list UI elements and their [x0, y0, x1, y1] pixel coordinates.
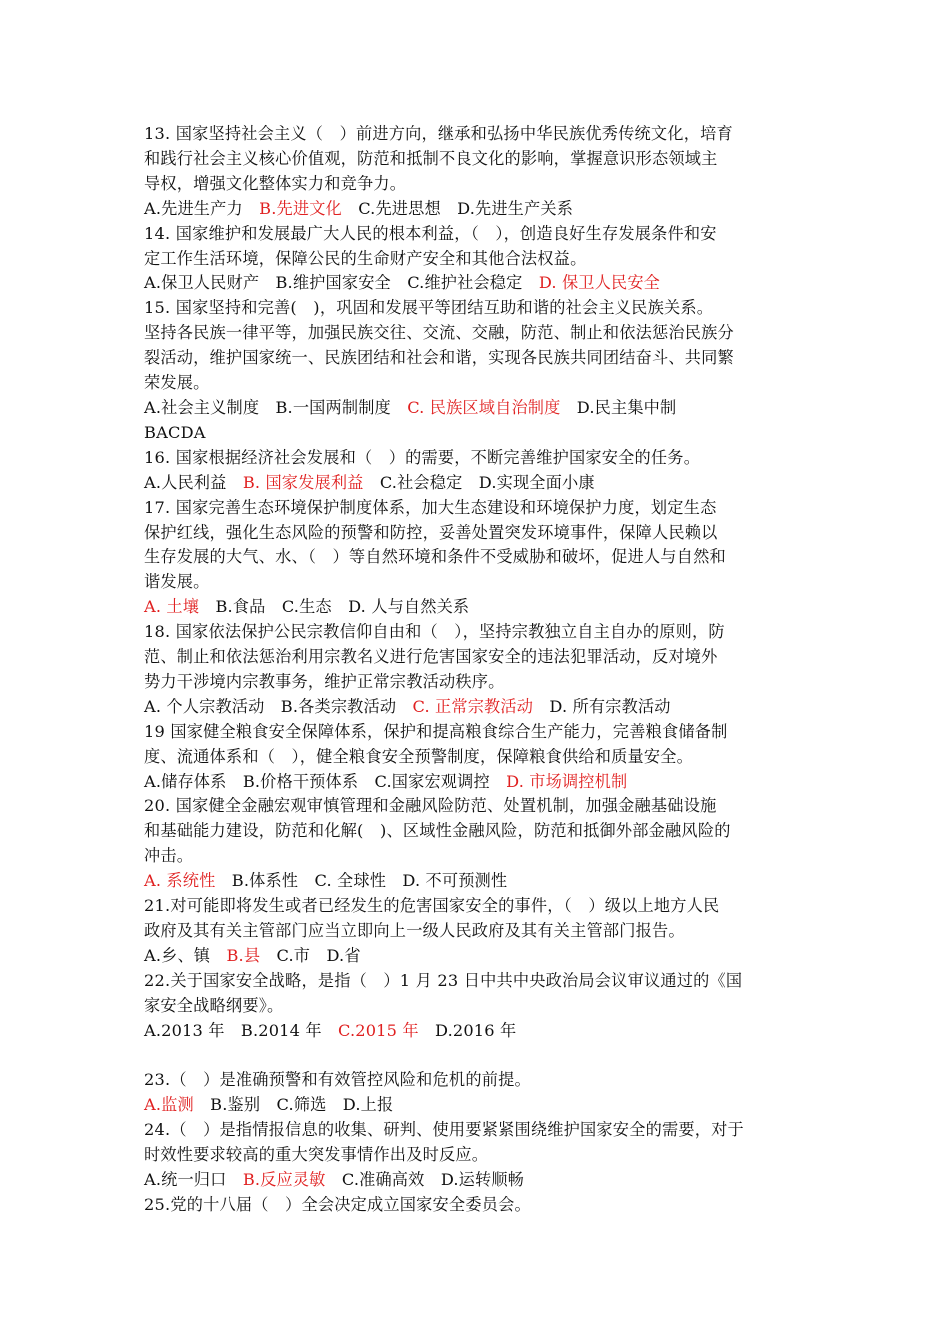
question-block — [144, 620, 810, 720]
correct-answer-option: C.2015 年 — [338, 1020, 436, 1040]
question-text-line: 24.（ ）是指情报信息的收集、研判、使用要紧紧围绕维护国家安全的需要，对于 — [144, 1120, 744, 1140]
answer-option: A.保卫人民财产 — [144, 273, 276, 293]
correct-answer-option: A.监测 — [144, 1095, 194, 1115]
answer-option: A.人民利益 — [144, 472, 243, 492]
question-text-line: 荣发展。 — [144, 373, 210, 393]
options-row — [144, 770, 810, 795]
question-text-line: 13. 国家坚持社会主义（ ）前进方向，继承和弘扬中华民族优秀传统文化，培育 — [144, 124, 733, 143]
answer-option: A.2013 年 — [144, 1020, 241, 1040]
question-text-line: BACDA — [144, 422, 206, 442]
answer-option: D.民主集中制 — [576, 397, 677, 417]
answer-option: D.省 — [326, 945, 361, 965]
answer-option: C.市 — [260, 945, 327, 965]
answer-option: D.上报 — [342, 1095, 394, 1115]
answer-option: A.乡、镇 — [144, 945, 227, 965]
answer-option: D.2016 年 — [435, 1020, 517, 1040]
question-block — [144, 969, 810, 1044]
question-text-line: 谐发展。 — [144, 572, 210, 592]
question-text-line: 21.对可能即将发生或者已经发生的危害国家安全的事件，（ ）级以上地方人民 — [144, 896, 720, 916]
answer-option: A.储存体系 — [144, 771, 243, 791]
question-text-line: 生存发展的大气、水、（ ）等自然环境和条件不受威胁和破坏，促进人与自然和 — [144, 547, 726, 567]
answer-option: B.维护国家安全 — [275, 273, 408, 293]
answer-option: C.筛选 — [276, 1095, 343, 1115]
answer-option: C.生态 — [281, 597, 349, 617]
correct-answer-option: D. 市场调控机制 — [506, 771, 628, 791]
question-text-line: 16. 国家根据经济社会发展和（ ）的需要，不断完善维护国家安全的任务。 — [144, 447, 701, 467]
question-text-line: 20. 国家健全金融宏观审慎管理和金融风险防范、处置机制，加强金融基础设施 — [144, 796, 717, 816]
question-block — [144, 1193, 810, 1218]
correct-answer-option: C. 民族区域自治制度 — [407, 397, 577, 417]
question-text-line: 和基础能力建设，防范和化解( )、区域性金融风险，防范和抵御外部金融风险的 — [144, 821, 731, 841]
answer-option: C.维护社会稳定 — [407, 273, 539, 293]
question-text-line: 坚持各民族一律平等，加强民族交往、交流、交融，防范、制止和依法惩治民族分 — [144, 323, 734, 343]
question-block — [144, 1044, 810, 1069]
options-row — [144, 471, 810, 496]
answer-option: C. 全球性 — [314, 871, 403, 891]
question-text-line: 政府及其有关主管部门应当立即向上一级人民政府及其有关主管部门报告。 — [144, 921, 685, 940]
answer-option: C.先进思想 — [341, 198, 458, 218]
question-text-line: 保护红线，强化生态风险的预警和防控，妥善处置突发环境事件，保障人民赖以 — [144, 522, 718, 542]
answer-option: D.先进生产关系 — [457, 198, 574, 218]
question-text-line — [144, 1044, 810, 1069]
answer-option: C.社会稳定 — [363, 472, 479, 492]
question-block — [144, 794, 810, 894]
answer-option: A.先进生产力 — [144, 198, 260, 218]
question-text-line: 度、流通体系和（ ），健全粮食安全预警制度，保障粮食供给和质量安全。 — [144, 746, 694, 766]
question-block — [144, 720, 810, 795]
question-block — [144, 421, 810, 446]
answer-option: D. 所有宗教活动 — [549, 696, 671, 716]
question-text-line: 25.党的十八届（ ）全会决定成立国家安全委员会。 — [144, 1194, 531, 1214]
question-text-line: 家安全战略纲要》。 — [144, 995, 284, 1015]
options-row — [144, 944, 810, 969]
question-text-line: 22.关于国家安全战略，是指（ ）1 月 23 日中共中央政治局会议审议通过的《国 — [144, 970, 743, 990]
question-block — [144, 122, 810, 222]
options-row — [144, 1168, 810, 1193]
question-text-line: 18. 国家依法保护公民宗教信仰自由和（ ），坚持宗教独立自主自办的原则，防 — [144, 622, 725, 642]
question-block — [144, 1068, 810, 1118]
answer-option: B.价格干预体系 — [242, 771, 375, 791]
answer-option: C.国家宏观调控 — [374, 771, 507, 791]
answer-option: B.食品 — [199, 597, 282, 617]
question-text-line: 19 国家健全粮食安全保障体系，保护和提高粮食综合生产能力，完善粮食储备制 — [144, 721, 728, 741]
answer-option: C.准确高效 — [325, 1170, 441, 1190]
correct-answer-option: C. 正常宗教活动 — [412, 696, 550, 716]
question-list — [144, 122, 810, 1218]
correct-answer-option: B. 国家发展利益 — [242, 472, 364, 492]
answer-option: D. 不可预测性 — [402, 871, 508, 891]
correct-answer-option: A. 土壤 — [144, 597, 200, 617]
options-row — [144, 595, 810, 620]
question-text-line: 和践行社会主义核心价值观，防范和抵制不良文化的影响，掌握意识形态领域主 — [144, 148, 718, 168]
answer-option: B.一国两制制度 — [275, 397, 408, 417]
answer-option: A.统一归口 — [144, 1170, 243, 1190]
question-text-line: 23.（ ）是准确预警和有效管控风险和危机的前提。 — [144, 1070, 531, 1090]
question-text-line: 定工作生活环境，保障公民的生命财产安全和其他合法权益。 — [144, 248, 587, 268]
question-text-line: 冲击。 — [144, 846, 194, 866]
question-block — [144, 496, 810, 621]
correct-answer-option: A. 系统性 — [144, 871, 232, 891]
question-text-line: 时效性要求较高的重大突发事情作出及时反应。 — [144, 1145, 489, 1165]
question-block — [144, 222, 810, 297]
question-block — [144, 446, 810, 496]
options-row — [144, 271, 810, 296]
answer-option: B.鉴别 — [193, 1095, 277, 1115]
answer-option: A.社会主义制度 — [144, 397, 276, 417]
answer-option: D.运转顺畅 — [440, 1170, 525, 1190]
question-text-line: 裂活动，维护国家统一、民族团结和社会和谐，实现各民族共同团结奋斗、共同繁 — [144, 348, 734, 368]
correct-answer-option: B.县 — [226, 945, 261, 965]
question-block — [144, 894, 810, 969]
answer-option: B.各类宗教活动 — [280, 696, 413, 716]
answer-option: B.体系性 — [231, 871, 315, 891]
question-block — [144, 1118, 810, 1193]
correct-answer-option: B.反应灵敏 — [242, 1170, 326, 1190]
options-row — [144, 695, 810, 720]
options-row — [144, 869, 810, 894]
options-row — [144, 197, 810, 222]
question-block — [144, 296, 810, 421]
question-text-line: 17. 国家完善生态环境保护制度体系，加大生态建设和环境保护力度，划定生态 — [144, 497, 717, 517]
options-row — [144, 1019, 810, 1044]
question-text-line: 范、制止和依法惩治利用宗教名义进行危害国家安全的违法犯罪活动，反对境外 — [144, 647, 718, 667]
correct-answer-option: D. 保卫人民安全 — [538, 273, 660, 293]
question-text-line: 15. 国家坚持和完善( )，巩固和发展平等团结互助和谐的社会主义民族关系。 — [144, 298, 714, 318]
options-row — [144, 1093, 810, 1118]
answer-option: D.实现全面小康 — [478, 472, 595, 492]
options-row — [144, 396, 810, 421]
answer-option: A. 个人宗教活动 — [144, 696, 281, 716]
question-text-line: 导权，增强文化整体实力和竞争力。 — [144, 173, 407, 193]
question-text-line: 势力干涉境内宗教事务，维护正常宗教活动秩序。 — [144, 671, 505, 691]
correct-answer-option: B.先进文化 — [259, 198, 342, 218]
question-text-line: 14. 国家维护和发展最广大人民的根本利益，（ ），创造良好生存发展条件和安 — [144, 223, 717, 243]
answer-option: D. 人与自然关系 — [348, 597, 470, 617]
answer-option: B.2014 年 — [240, 1020, 339, 1040]
